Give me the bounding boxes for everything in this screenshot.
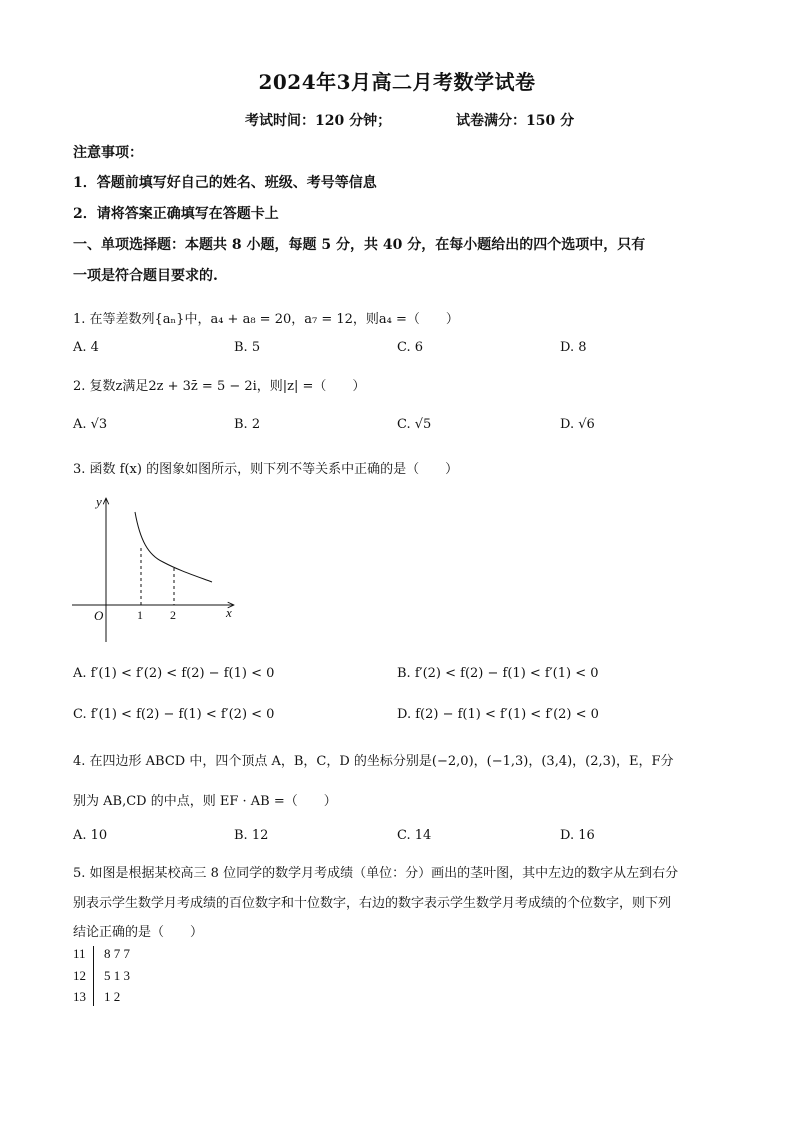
- question-5-line-2: 别表示学生数学月考成绩的百位数字和十位数字，右边的数字表示学生数学月考成绩的个位数字，则下列: [73, 896, 672, 911]
- q3-option-d: D. f(2) − f(1) < f′(1) < f′(2) < 0: [397, 707, 599, 722]
- x-label: x: [226, 605, 232, 620]
- question-1: 1. 在等差数列{aₙ}中，a₄ + a₈ = 20，a₇ = 12，则a₄ =（ ）: [73, 312, 459, 327]
- question-3: 3. 函数 f(x) 的图象如图所示，则下列不等关系中正确的是（ ）: [73, 462, 459, 477]
- q2-option-b: B. 2: [234, 417, 261, 432]
- stem: 13: [73, 989, 86, 1004]
- q4-option-b: B. 12: [234, 828, 269, 843]
- leaves: 1 2: [104, 989, 121, 1004]
- tick-label-2: 2: [170, 608, 176, 622]
- stem: 11: [73, 946, 86, 961]
- notice-item: 1．答题前填写好自己的姓名、班级、考号等信息: [73, 175, 377, 191]
- stem-leaf-divider: [93, 946, 94, 1006]
- q1-option-a: A. 4: [73, 340, 99, 355]
- exam-time: 考试时间：120 分钟；: [245, 113, 392, 129]
- q1-option-b: B. 5: [234, 340, 261, 355]
- stem: 12: [73, 968, 86, 983]
- question-5-line-1: 5. 如图是根据某校高三 8 位同学的数学月考成绩（单位：分）画出的茎叶图，其中左边的数字从左到右分: [73, 866, 679, 881]
- notice-heading: 注意事项：: [73, 145, 143, 161]
- function-curve: [135, 512, 212, 582]
- notice-item: 2．请将答案正确填写在答题卡上: [73, 206, 279, 222]
- section-heading: 一、单项选择题：本题共 8 小题，每题 5 分，共 40 分，在每小题给出的四个选项中，只有: [73, 237, 646, 253]
- q1-option-d: D. 8: [560, 340, 587, 355]
- question-5-line-3: 结论正确的是（ ）: [73, 925, 204, 940]
- q4-option-d: D. 16: [560, 828, 595, 843]
- q4-option-c: C. 14: [397, 828, 432, 843]
- leaves: 8 7 7: [104, 946, 130, 961]
- y-label: y: [96, 494, 102, 509]
- q1-option-c: C. 6: [397, 340, 424, 355]
- tick-label-1: 1: [137, 608, 143, 622]
- origin-label: O: [94, 608, 104, 623]
- q3-option-b: B. f′(2) < f(2) − f(1) < f′(1) < 0: [397, 666, 599, 681]
- question-2: 2. 复数z满足2z + 3z̄ = 5 − 2i，则|z| =（ ）: [73, 379, 366, 394]
- q4-option-a: A. 10: [73, 828, 108, 843]
- question-4-line-1: 4. 在四边形 ABCD 中，四个顶点 A，B，C，D 的坐标分别是(−2,0)，(−1,3)，(3,4)，(2,3)，E，F分: [73, 754, 674, 769]
- function-graph: [68, 490, 240, 648]
- question-4-line-2: 别为 AB,CD 的中点，则 EF · AB =（ ）: [73, 794, 337, 809]
- leaves: 5 1 3: [104, 968, 130, 983]
- q2-option-c: C. √5: [397, 417, 432, 432]
- q2-option-a: A. √3: [73, 417, 108, 432]
- exam-title: 2024年3月高二月考数学试卷: [258, 70, 536, 94]
- q3-option-a: A. f′(1) < f′(2) < f(2) − f(1) < 0: [73, 666, 275, 681]
- exam-score: 试卷满分：150 分: [456, 113, 575, 129]
- q3-option-c: C. f′(1) < f(2) − f(1) < f′(2) < 0: [73, 707, 275, 722]
- q2-option-d: D. √6: [560, 417, 595, 432]
- section-heading-cont: 一项是符合题目要求的.: [73, 268, 218, 284]
